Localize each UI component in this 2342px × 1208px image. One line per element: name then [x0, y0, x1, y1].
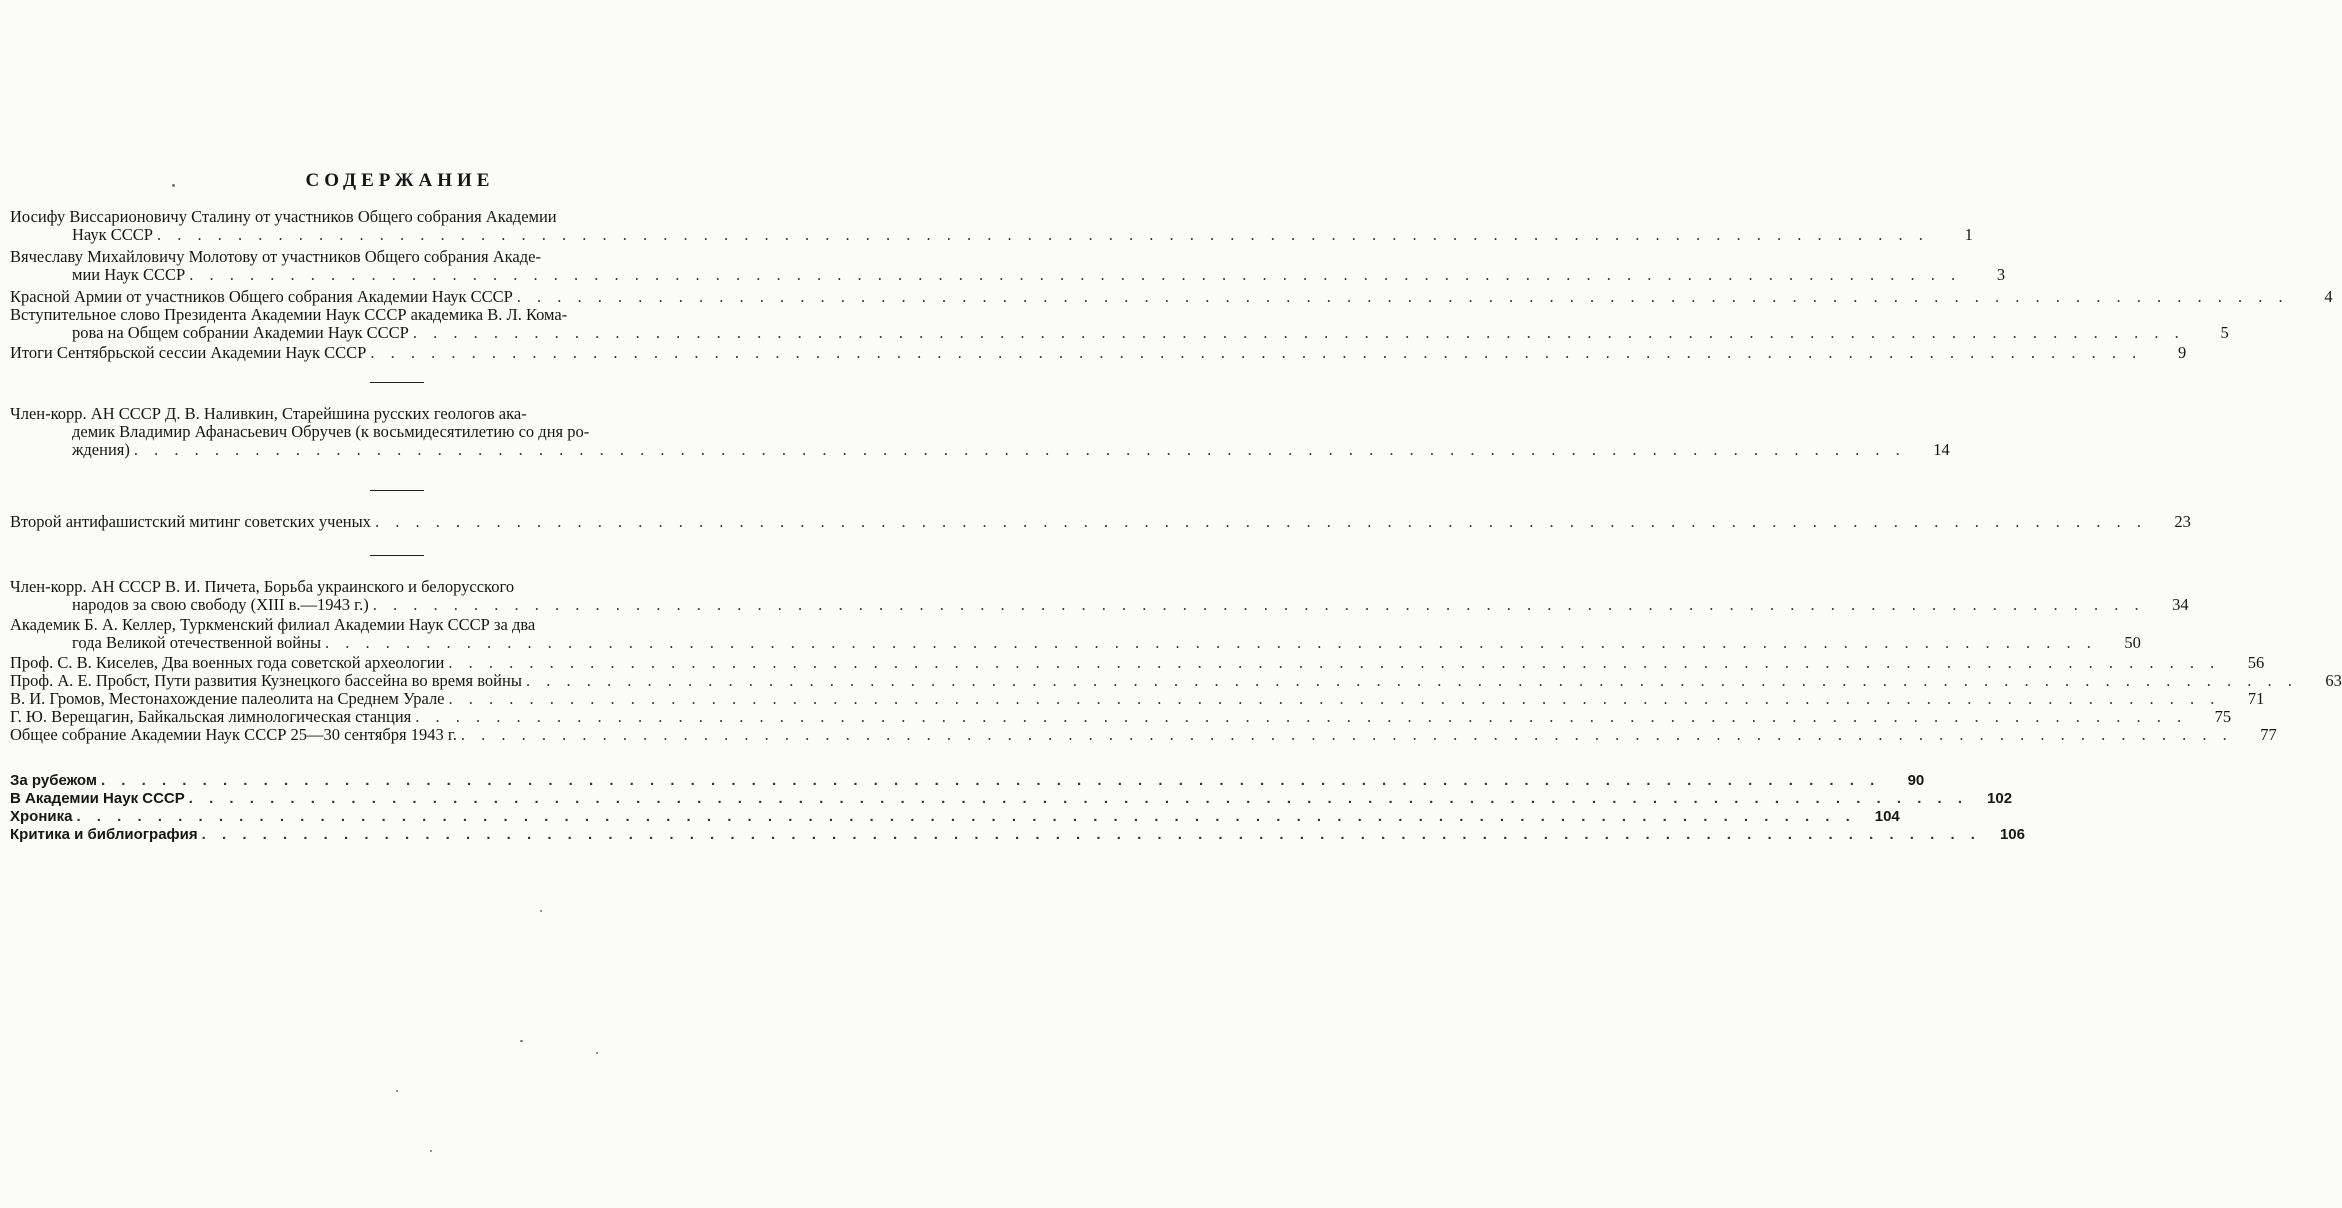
toc-page-number: 90: [1907, 772, 1925, 789]
leader-dots: . . . . . . . . . . . . . . . . . . . . . . . . . . . . . . . . . . . . . . . . . . . . . . . . . . . . . . . . . . . . . . . . . . . . . . . . . . . . . . . . . . . . . . . .: [516, 287, 2289, 306]
leader-dots: . . . . . . . . . . . . . . . . . . . . . . . . . . . . . . . . . . . . . . . . . . . . . . . . . . . . . . . . . . . . . . . . . . . . . . . . . . . . . . . . . . . . . . . .: [460, 725, 2233, 744]
scan-speck: [172, 184, 175, 187]
toc-entry-text: народов за свою свободу (XIII в.—1943 г.): [72, 595, 369, 614]
toc-entry-text: Член-корр. АН СССР Д. В. Наливкин, Старейшина русских геологов ака-: [10, 404, 527, 423]
leader-dots: . . . . . . . . . . . . . . . . . . . . . . . . . . . . . . . . . . . . . . . . . . . . . . . . . . . . . . . . . . . . . . . . . . . . . . . . . . . . . . . . . . . . . . . .: [76, 808, 1856, 825]
leader-dots: . . . . . . . . . . . . . . . . . . . . . . . . . . . . . . . . . . . . . . . . . . . . . . . . . . . . . . . . . . . . . . . . . . . . . . . . . . . . . . . . . . . . . . . .: [188, 790, 1969, 807]
leader-dots: . . . . . . . . . . . . . . . . . . . . . . . . . . . . . . . . . . . . . . . . . . . . . . . . . . . . . . . . . . . . . . . . . . . . . . . . . . . . . . . . . . . . . . . .: [157, 225, 1929, 244]
toc-entry[interactable]: [10, 707, 2232, 726]
toc-entry[interactable]: [10, 207, 1973, 248]
toc-entry-text: Иосифу Виссарионовичу Сталину от участников Общего собрания Академии: [10, 207, 557, 226]
toc-page-number: 5: [2220, 323, 2229, 342]
toc-entry-text: В. И. Громов, Местонахождение палеолита на Среднем Урале: [10, 689, 445, 708]
scan-speck: [396, 1090, 398, 1092]
leader-dots: . . . . . . . . . . . . . . . . . . . . . . . . . . . . . . . . . . . . . . . . . . . . . . . . . . . . . . . . . . . . . . . . . . . . . . . . . . . . . . . . . . . . . . . .: [372, 595, 2145, 614]
toc-entry[interactable]: [10, 689, 2265, 708]
leader-dots: . . . . . . . . . . . . . . . . . . . . . . . . . . . . . . . . . . . . . . . . . . . . . . . . . . . . . . . . . . . . . . . . . . . . . . . . . . . . . . . . . . . . . . . .: [525, 671, 2298, 690]
page-title: СОДЕРЖАНИЕ: [305, 170, 495, 191]
scan-speck: [520, 1040, 523, 1042]
toc-entry-text: Академик Б. А. Келлер, Туркменский филиал Академии Наук СССР за два: [10, 615, 536, 634]
toc-entry[interactable]: [10, 772, 1925, 790]
toc-entry-text: Итоги Сентябрьской сессии Академии Наук СССР: [10, 343, 367, 362]
toc-entry-text: Общее собрание Академии Наук СССР 25—30 сентября 1943 г.: [10, 725, 457, 744]
toc-page-number: 71: [2247, 689, 2265, 708]
leader-dots: . . . . . . . . . . . . . . . . . . . . . . . . . . . . . . . . . . . . . . . . . . . . . . . . . . . . . . . . . . . . . . . . . . . . . . . . . . . . . . . . . . . . . . . .: [448, 689, 2221, 708]
toc-page-number: 34: [2172, 595, 2189, 614]
scan-speck: [596, 1052, 598, 1054]
toc-section-addresses: [10, 207, 2333, 362]
toc-entry-text: мии Наук СССР: [72, 265, 186, 284]
leader-dots: . . . . . . . . . . . . . . . . . . . . . . . . . . . . . . . . . . . . . . . . . . . . . . . . . . . . . . . . . . . . . . . . . . . . . . . . . . . . . . . . . . . . . . . .: [189, 265, 1962, 284]
toc-page-number: 106: [1999, 826, 2025, 843]
toc-entry[interactable]: [10, 808, 1900, 826]
toc-page-number: 23: [2174, 512, 2191, 531]
leader-dots: . . . . . . . . . . . . . . . . . . . . . . . . . . . . . . . . . . . . . . . . . . . . . . . . . . . . . . . . . . . . . . . . . . . . . . . . . . . . . . . . . . . . . . . .: [448, 653, 2221, 672]
toc-page-number: 63: [2325, 671, 2342, 690]
toc-section-articles: [10, 577, 2342, 744]
toc-section-departments: [10, 772, 2025, 844]
toc-entry[interactable]: [10, 343, 2187, 362]
toc-entry-text: Член-корр. АН СССР В. И. Пичета, Борьба украинского и белорусского: [10, 577, 515, 596]
leader-dots: . . . . . . . . . . . . . . . . . . . . . . . . . . . . . . . . . . . . . . . . . . . . . . . . . . . . . . . . . . . . . . . . . . . . . . . . . . . . . . . . . . . . . . . .: [374, 512, 2147, 531]
toc-entry-text: За рубежом: [10, 772, 97, 789]
toc-entry[interactable]: [10, 826, 2025, 844]
toc-entry-text: Критика и библиография: [10, 826, 198, 843]
leader-dots: . . . . . . . . . . . . . . . . . . . . . . . . . . . . . . . . . . . . . . . . . . . . . . . . . . . . . . . . . . . . . . . . . . . . . . . . . . . . . . . . . . . . . . . .: [370, 343, 2143, 362]
toc-page-number: 104: [1874, 808, 1900, 825]
toc-entry-text: Г. Ю. Верещагин, Байкальская лимнологическая станция: [10, 707, 412, 726]
toc-entry[interactable]: [10, 305, 2229, 344]
toc-entry[interactable]: [10, 287, 2333, 306]
toc-entry[interactable]: [10, 247, 2006, 288]
leader-dots: . . . . . . . . . . . . . . . . . . . . . . . . . . . . . . . . . . . . . . . . . . . . . . . . . . . . . . . . . . . . . . . . . . . . . . . . . . . . . . . . . . . . . . . .: [201, 826, 1981, 843]
toc-entry-text: года Великой отечественной войны: [72, 633, 322, 652]
leader-dots: . . . . . . . . . . . . . . . . . . . . . . . . . . . . . . . . . . . . . . . . . . . . . . . . . . . . . . . . . . . . . . . . . . . . . . . . . . . . . . . . . . . . . . . .: [412, 323, 2185, 342]
toc-entry-text: Вячеславу Михайловичу Молотову от участников Общего собрания Акаде-: [10, 247, 541, 266]
toc-section-jubilee: [10, 404, 1950, 463]
toc-entry[interactable]: [10, 671, 2342, 690]
toc-page-number: 56: [2247, 653, 2265, 672]
toc-entry[interactable]: [10, 577, 2189, 616]
toc-page-number: 9: [2177, 343, 2187, 362]
toc-page-number: 14: [1933, 440, 1950, 459]
toc-entry[interactable]: [10, 512, 2191, 531]
toc-page-number: 77: [2260, 725, 2277, 744]
section-divider: [370, 490, 424, 491]
toc-page-number: 4: [2324, 287, 2333, 306]
toc-entry[interactable]: [10, 615, 2141, 654]
toc-page-number: 3: [1996, 265, 2006, 284]
scan-speck: [540, 910, 542, 912]
leader-dots: . . . . . . . . . . . . . . . . . . . . . . . . . . . . . . . . . . . . . . . . . . . . . . . . . . . . . . . . . . . . . . . . . . . . . . . . . . . . . . . . . . . . . . . .: [100, 772, 1881, 789]
toc-section-meeting: [10, 512, 2191, 531]
leader-dots: . . . . . . . . . . . . . . . . . . . . . . . . . . . . . . . . . . . . . . . . . . . . . . . . . . . . . . . . . . . . . . . . . . . . . . . . . . . . . . . . . . . . . . . .: [133, 440, 1906, 459]
leader-dots: . . . . . . . . . . . . . . . . . . . . . . . . . . . . . . . . . . . . . . . . . . . . . . . . . . . . . . . . . . . . . . . . . . . . . . . . . . . . . . . . . . . . . . . .: [415, 707, 2188, 726]
toc-entry-text: рова на Общем собрании Академии Наук СССР: [72, 323, 409, 342]
leader-dots: . . . . . . . . . . . . . . . . . . . . . . . . . . . . . . . . . . . . . . . . . . . . . . . . . . . . . . . . . . . . . . . . . . . . . . . . . . . . . . . . . . . . . . . .: [325, 633, 2097, 652]
toc-entry[interactable]: [10, 653, 2265, 672]
toc-entry-text: Наук СССР: [72, 225, 153, 244]
section-divider: [370, 382, 424, 383]
toc-entry-text: Проф. А. Е. Пробст, Пути развития Кузнецкого бассейна во время войны: [10, 671, 522, 690]
toc-entry-text: В Академии Наук СССР: [10, 790, 185, 807]
toc-page-number: 1: [1964, 225, 1973, 244]
toc-page-number: 102: [1987, 790, 2013, 807]
toc-entry[interactable]: [10, 404, 1950, 463]
toc-entry-text: Проф. С. В. Киселев, Два военных года советской археологии: [10, 653, 445, 672]
toc-entry[interactable]: [10, 725, 2277, 744]
toc-entry-text: Красной Армии от участников Общего собрания Академии Наук СССР: [10, 287, 513, 306]
scan-speck: [430, 1150, 432, 1152]
toc-page-number: 75: [2214, 707, 2232, 726]
toc-entry-text: демик Владимир Афанасьевич Обручев (к восьмидесятилетию со дня ро-: [72, 422, 590, 441]
toc-entry[interactable]: [10, 790, 2013, 808]
toc-entry-text: Вступительное слово Президента Академии Наук СССР академика В. Л. Кома-: [10, 305, 568, 324]
section-divider: [370, 555, 424, 556]
toc-page-number: 50: [2124, 633, 2141, 652]
toc-entry-text: ждения): [72, 440, 130, 459]
toc-entry-text: Хроника: [10, 808, 73, 825]
toc-entry-text: Второй антифашистский митинг советских ученых: [10, 512, 371, 531]
